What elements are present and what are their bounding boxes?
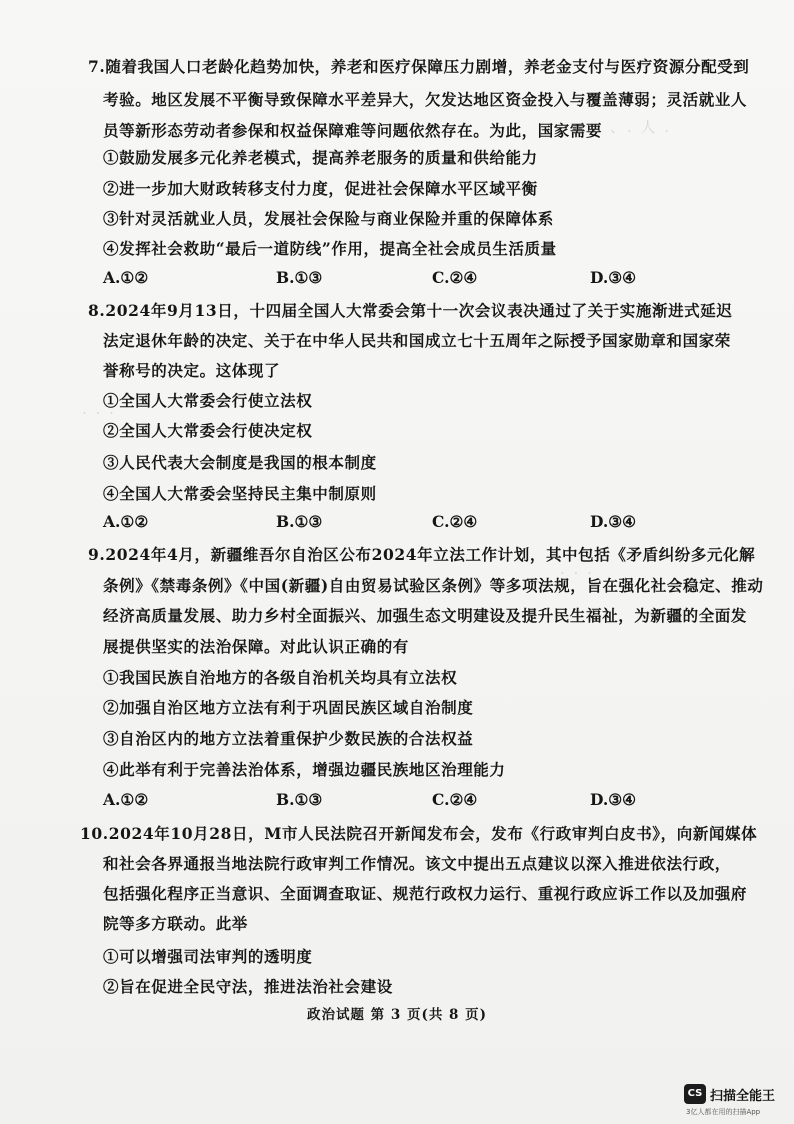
bleed-through-text: . . . (82, 400, 116, 418)
choice-c[interactable]: C.②④ (432, 790, 478, 809)
question-text-line: 法定退休年龄的决定、关于在中华人民共和国成立七十五周年之际授予国家勋章和国家荣 (103, 331, 731, 350)
statement-option: ②进一步加大财政转移支付力度，促进社会保障水平区域平衡 (103, 179, 538, 198)
statement-option: ③针对灵活就业人员，发展社会保险与商业保险并重的保障体系 (103, 209, 554, 228)
choice-a[interactable]: A.①② (103, 790, 149, 809)
question-text-line: 和社会各界通报当地法院行政审判工作情况。该文中提出五点建议以深入推进依法行政， (103, 854, 731, 873)
statement-option: ①可以增强司法审判的透明度 (103, 947, 313, 966)
choice-d[interactable]: D.③④ (590, 268, 637, 287)
question-text-line: 考验。地区发展不平衡导致保障水平差异大，欠发达地区资金投入与覆盖薄弱；灵活就业人 (103, 90, 748, 109)
statement-option: ①全国人大常委会行使立法权 (103, 391, 313, 410)
question-text-line: 展提供坚实的法治保障。对此认识正确的有 (103, 637, 409, 656)
choice-d[interactable]: D.③④ (590, 512, 637, 531)
statement-option: ④发挥社会救助“最后一道防线”作用，提高全社会成员生活质量 (103, 239, 557, 258)
question-text-line: 8.2024年9月13日，十四届全国人大常委会第十一次会议表决通过了关于实施渐进式延迟 (88, 301, 733, 320)
scanner-tagline: 3亿人都在用的扫描App (686, 1108, 761, 1116)
question-text-line: 9.2024年4月，新疆维吾尔自治区公布2024年立法工作计划，其中包括《矛盾纠纷多元化解 (88, 545, 756, 564)
bleed-through-text: 、. 人 . (610, 118, 672, 136)
statement-option: ②旨在促进全民守法，推进法治社会建设 (103, 977, 393, 996)
answer-choices (103, 790, 703, 814)
answer-choices (103, 268, 703, 292)
question-text-line: 7.随着我国人口老龄化趋势加快，养老和医疗保障压力剧增，养老金支付与医疗资源分配受到 (88, 57, 750, 76)
question-text-line: 条例》《禁毒条例》《中国(新疆)自由贸易试验区条例》等多项法规，旨在强化社会稳定、推动 (103, 576, 764, 595)
question-text-line: 包括强化程序正当意识、全面调查取证、规范行政权力运行、重视行政应诉工作以及加强府 (103, 884, 748, 903)
choice-b[interactable]: B.①③ (276, 268, 323, 287)
question-text-line: 员等新形态劳动者参保和权益保障难等问题依然存在。为此，国家需要 (103, 121, 603, 140)
choice-b[interactable]: B.①③ (276, 512, 323, 531)
question-text-line: 院等多方联动。此举 (103, 914, 248, 933)
camscanner-logo-icon: CS (684, 1084, 706, 1104)
statement-option: ④此举有利于完善法治体系，增强边疆民族地区治理能力 (103, 760, 506, 779)
choice-b[interactable]: B.①③ (276, 790, 323, 809)
bleed-through-text: . . . (560, 560, 594, 578)
page-footer: 政治试题 第 3 页(共 8 页) (306, 1007, 488, 1023)
question-text-line: 10.2024年10月28日，M市人民法院召开新闻发布会，发布《行政审判白皮书》，向新闻媒体 (80, 824, 758, 843)
statement-option: ②加强自治区地方立法有利于巩固民族区域自治制度 (103, 698, 474, 717)
statement-option: ②全国人大常委会行使决定权 (103, 421, 313, 440)
choice-a[interactable]: A.①② (103, 512, 149, 531)
choice-a[interactable]: A.①② (103, 268, 149, 287)
choice-c[interactable]: C.②④ (432, 512, 478, 531)
statement-option: ①我国民族自治地方的各级自治机关均具有立法权 (103, 668, 458, 687)
choice-c[interactable]: C.②④ (432, 268, 478, 287)
statement-option: ④全国人大常委会坚持民主集中制原则 (103, 484, 377, 503)
question-text-line: 经济高质量发展、助力乡村全面振兴、加强生态文明建设及提升民生福祉，为新疆的全面发 (103, 606, 748, 625)
choice-d[interactable]: D.③④ (590, 790, 637, 809)
scanner-name: 扫描全能王 (710, 1089, 776, 1104)
statement-option: ③自治区内的地方立法着重保护少数民族的合法权益 (103, 729, 474, 748)
statement-option: ①鼓励发展多元化养老模式，提高养老服务的质量和供给能力 (103, 148, 538, 167)
answer-choices (103, 512, 703, 536)
scanner-watermark (684, 1084, 784, 1118)
statement-option: ③人民代表大会制度是我国的根本制度 (103, 453, 377, 472)
question-text-line: 誉称号的决定。这体现了 (103, 361, 281, 380)
